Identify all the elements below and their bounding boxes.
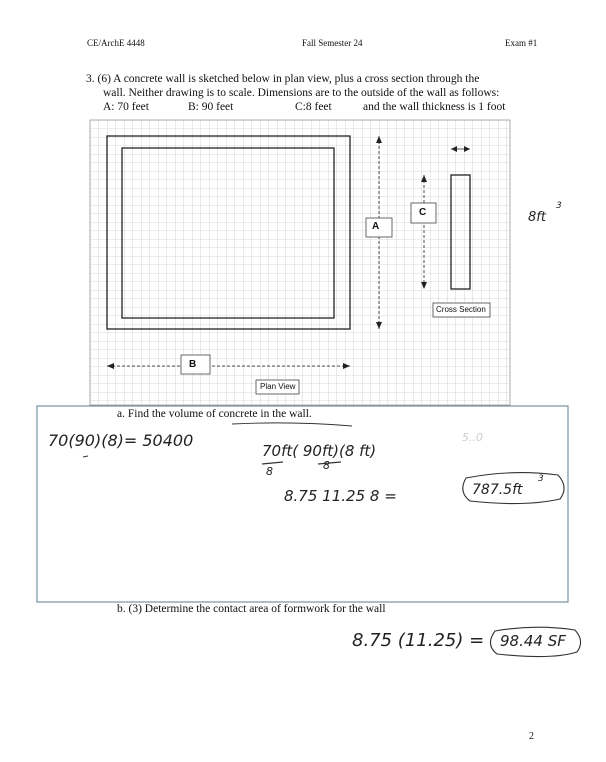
exam-number: Exam #1 [505,38,538,48]
label-b: B [189,359,197,370]
answer-a-exponent: 3 [538,474,544,484]
answer-b: 98.44 SF [500,632,566,650]
part-b-prompt: b. (3) Determine the contact area of formwork for the wall [117,603,386,615]
dimension-c: C:8 feet [295,101,332,113]
dimension-a: A: 70 feet [103,101,149,113]
answer-a: 787.5ft [472,482,523,498]
pen-dash [83,456,88,457]
label-c: C [419,207,427,218]
handwritten-divisor-left: 8 [266,465,273,478]
cross-section-label: Cross Section [436,305,486,314]
dimension-b: B: 90 feet [188,101,234,113]
wall-thickness: and the wall thickness is 1 foot [363,101,506,113]
fraction-bar-left [262,462,283,464]
label-a: A [372,221,380,232]
handwritten-values: 8.75 11.25 8 = [284,487,397,505]
handwritten-calc-main: 70ft( 90ft)(8 ft) [262,442,377,460]
course-code: CE/ArchE 4448 [87,38,145,48]
margin-note: 8ft [528,210,546,225]
margin-note-exponent: 3 [556,201,562,211]
handwritten-calc-left: 70(90)(8)= 50400 [48,431,194,450]
handwritten-calc-b: 8.75 (11.25) = [352,630,485,651]
grid-paper [90,120,510,405]
question-line-1: 3. (6) A concrete wall is sketched below in plan view, plus a cross section through the [86,73,480,85]
question-line-2: wall. Neither drawing is to scale. Dimensions are to the outside of the wall as follows: [103,87,500,99]
part-a-prompt: a. Find the volume of concrete in the wall. [117,408,312,420]
plan-view-label: Plan View [260,382,296,391]
page-number: 2 [529,731,534,742]
pen-underline [232,423,352,426]
handwritten-divisor-right: 8 [323,459,330,472]
semester: Fall Semester 24 [302,38,363,48]
faint-scribble: 5..0 [462,431,483,444]
